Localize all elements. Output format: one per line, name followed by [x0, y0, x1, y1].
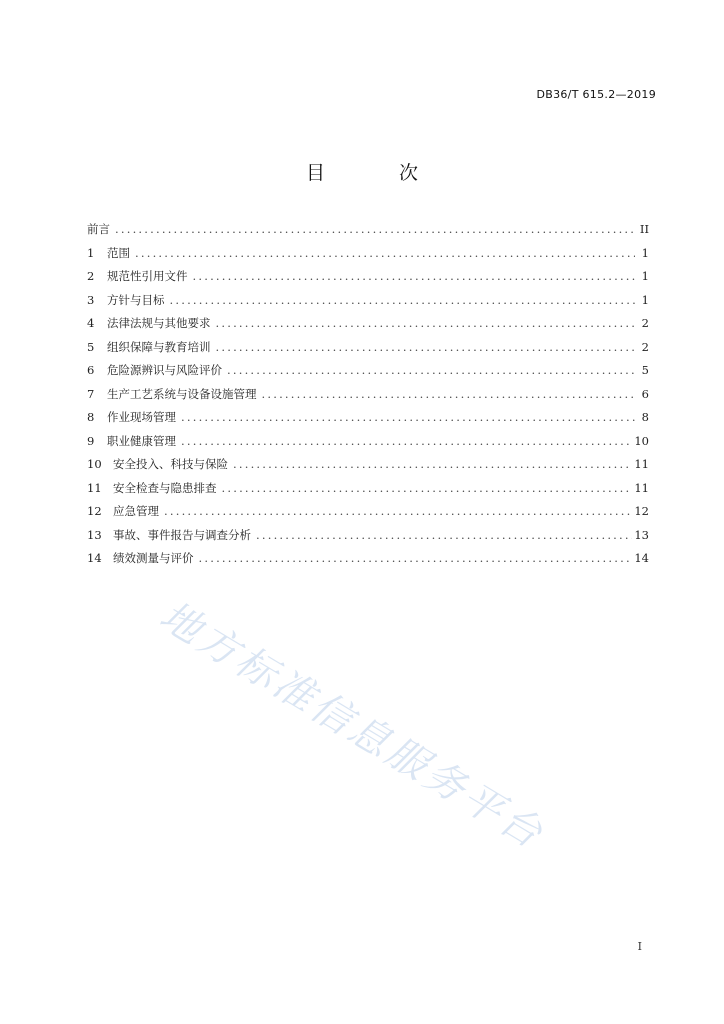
- toc-entry[interactable]: [87, 547, 649, 571]
- toc-entry[interactable]: [87, 430, 649, 454]
- toc-entry-number: 9: [87, 433, 95, 448]
- toc-leader-dots: [224, 359, 635, 383]
- toc-entry-number: 1: [87, 245, 95, 260]
- toc-entry-page: 5: [641, 363, 649, 377]
- toc-leader-dots: [219, 477, 633, 501]
- toc-leader-dots: [112, 218, 635, 242]
- toc-entry-label: 作业现场管理: [107, 410, 176, 424]
- toc-entry[interactable]: [87, 383, 649, 407]
- toc-entry[interactable]: [87, 242, 649, 266]
- toc-entry-label: 事故、事件报告与调查分析: [113, 527, 251, 542]
- toc-entry-number: 13: [87, 527, 102, 542]
- standard-code: DB36/T 615.2—2019: [536, 88, 656, 101]
- toc-entry-label: 职业健康管理: [107, 433, 176, 448]
- toc-entry-page: 2: [641, 339, 649, 354]
- watermark: 地方标准信息服务平台: [151, 592, 553, 859]
- toc-entry-label: 组织保障与教育培训: [107, 339, 211, 354]
- toc-entry-number: 3: [87, 292, 95, 307]
- toc-entry[interactable]: [87, 453, 649, 477]
- toc-entry-number: 12: [87, 504, 102, 518]
- toc-leader-dots: [196, 547, 633, 571]
- toc-leader-dots: [161, 500, 632, 524]
- toc-entry-label: 绩效测量与评价: [113, 551, 194, 565]
- toc-leader-dots: [178, 406, 635, 430]
- toc-entry-page: II: [639, 222, 649, 236]
- toc-entry-page: 8: [641, 410, 649, 424]
- toc-entry-label: 前言: [87, 222, 110, 236]
- toc-entry-number: 6: [87, 363, 95, 377]
- toc-entry[interactable]: [87, 336, 649, 360]
- table-of-contents: [87, 218, 649, 571]
- toc-entry[interactable]: [87, 312, 649, 336]
- toc-entry-label: 法律法规与其他要求: [107, 316, 211, 330]
- toc-entry[interactable]: [87, 289, 649, 313]
- toc-entry-label: 生产工艺系统与设备设施管理: [107, 386, 257, 401]
- toc-entry-number: 7: [87, 386, 95, 401]
- toc-leader-dots: [230, 453, 632, 477]
- toc-entry-label: 危险源辨识与风险评价: [107, 363, 222, 377]
- toc-entry-label: 规范性引用文件: [107, 269, 188, 283]
- toc-leader-dots: [167, 289, 636, 313]
- toc-entry-page: 1: [641, 245, 649, 260]
- toc-leader-dots: [178, 430, 632, 454]
- toc-entry-label: 安全检查与隐患排查: [113, 480, 217, 495]
- toc-entry-page: 6: [641, 386, 649, 401]
- toc-leader-dots: [259, 383, 636, 407]
- toc-entry-page: 2: [641, 316, 649, 330]
- toc-leader-dots: [213, 312, 636, 336]
- toc-entry[interactable]: [87, 477, 649, 501]
- toc-entry-label: 方针与目标: [107, 292, 165, 307]
- toc-entry-label: 安全投入、科技与保险: [113, 457, 228, 471]
- toc-title: 目 次: [305, 162, 453, 184]
- toc-entry-page: 13: [634, 527, 649, 542]
- toc-entry-page: 11: [634, 480, 649, 495]
- page-number: I: [637, 940, 642, 953]
- toc-entry-number: 14: [87, 551, 102, 565]
- toc-entry-page: 12: [634, 504, 649, 518]
- toc-entry[interactable]: [87, 265, 649, 289]
- toc-entry-page: 1: [641, 292, 649, 307]
- toc-entry-page: 1: [641, 269, 649, 283]
- toc-entry[interactable]: [87, 500, 649, 524]
- toc-entry-number: 4: [87, 316, 95, 330]
- toc-leader-dots: [213, 336, 636, 360]
- toc-entry-page: 10: [634, 433, 649, 448]
- toc-entry[interactable]: [87, 359, 649, 383]
- toc-entry-page: 14: [634, 551, 649, 565]
- toc-entry-page: 11: [634, 457, 649, 471]
- toc-leader-dots: [253, 524, 632, 548]
- toc-leader-dots: [190, 265, 636, 289]
- toc-entry-number: 10: [87, 457, 102, 471]
- toc-entry[interactable]: [87, 406, 649, 430]
- toc-entry-label: 范围: [107, 245, 130, 260]
- toc-entry-number: 2: [87, 269, 95, 283]
- toc-entry-label: 应急管理: [113, 504, 159, 518]
- toc-entry[interactable]: [87, 218, 649, 242]
- toc-entry-number: 11: [87, 480, 102, 495]
- toc-leader-dots: [132, 242, 635, 266]
- toc-entry-number: 5: [87, 339, 95, 354]
- toc-entry-number: 8: [87, 410, 95, 424]
- toc-entry[interactable]: [87, 524, 649, 548]
